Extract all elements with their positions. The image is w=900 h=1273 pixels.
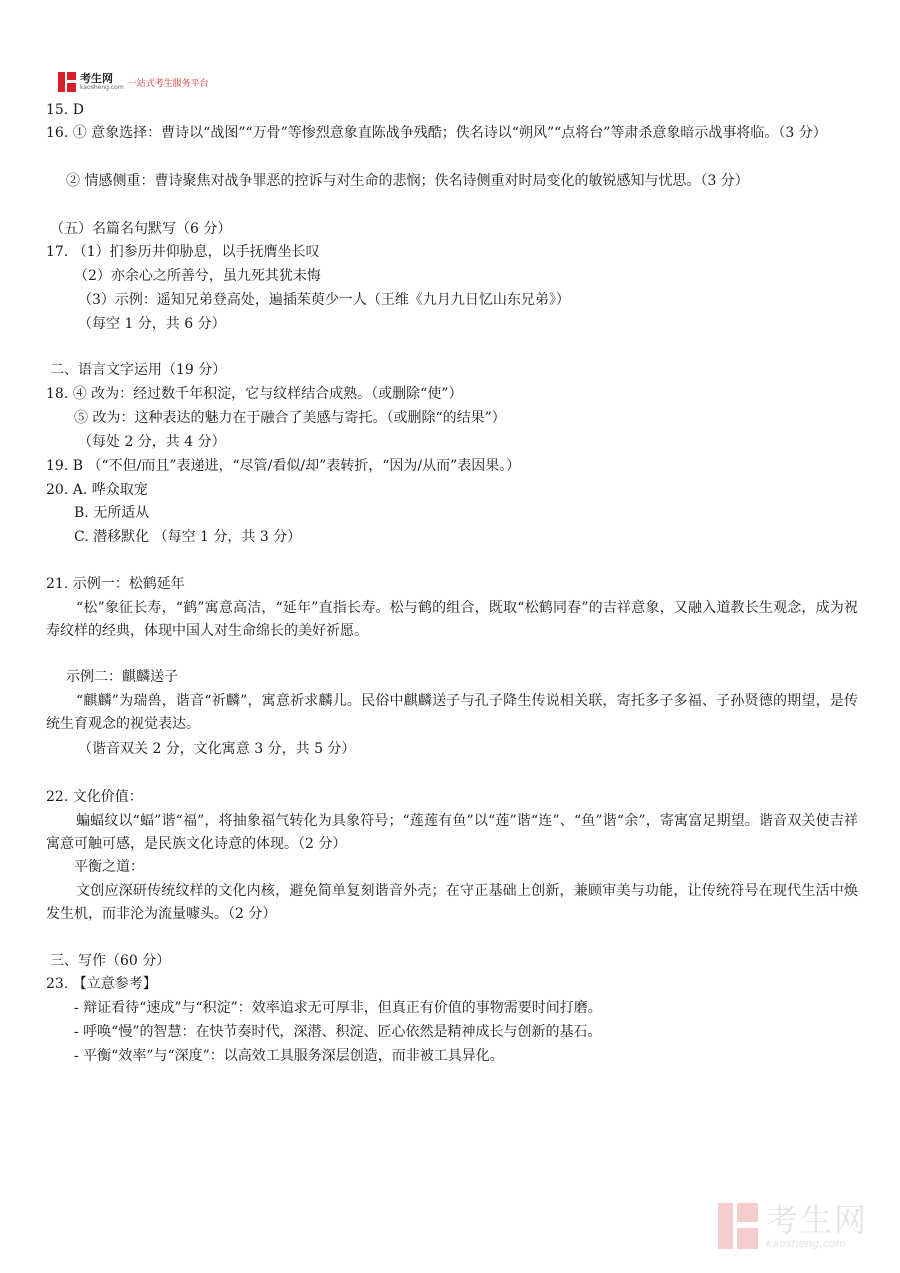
answer-23-heading: 23. 【立意参考】 xyxy=(46,976,157,992)
watermark-name: 考生网 xyxy=(766,1200,869,1239)
answer-20-a: 20. A. 哗众取宠 xyxy=(46,482,148,498)
answer-21-score: （谐音双关 2 分，文化寓意 3 分，共 5 分） xyxy=(78,741,356,757)
answer-18-line2: ⑤ 改为：这种表达的魅力在于融合了美感与寄托。（或删除“的结果”） xyxy=(74,410,506,426)
answer-21-example1: 21. 示例一：松鹤延年 xyxy=(46,576,185,592)
answer-22-para1: 蝙蝠纹以“蝠”谐“福”，将抽象福气转化为具象符号；“莲莲有鱼”以“莲”谐“连”、“鱼”谐“余”，寄寓富足期望。谐音双关使吉祥寓意可触可感，是民族文化诗意的体现。（2 分） xyxy=(46,813,858,852)
answer-17-score: （每空 1 分，共 6 分） xyxy=(78,316,226,332)
answer-17-line2: （2）亦余心之所善兮，虽九死其犹未悔 xyxy=(74,268,321,284)
answer-17-line3: （3）示例：遥知兄弟登高处，遍插茱萸少一人（王维《九月九日忆山东兄弟》） xyxy=(78,292,570,308)
answer-21-para2: “麒麟”为瑞兽，谐音“祈麟”，寓意祈求麟儿。民俗中麒麟送子与孔子降生传说相关联，寄托多子多福、子孙贤德的期望，是传统生育观念的视觉表达。 xyxy=(46,693,858,732)
answer-15: 15. D xyxy=(46,102,84,118)
logo-name: 考生网 xyxy=(80,72,113,85)
answer-22-para2: 文创应深研传统纹样的文化内核，避免简单复刻谐音外壳；在守正基础上创新，兼顾审美与功能，让传统符号在现代生活中焕发生机，而非沦为流量噱头。（2 分） xyxy=(46,883,858,922)
answer-20-c: C. 潜移默化 （每空 1 分，共 3 分） xyxy=(74,529,302,545)
answer-16-part2: ② 情感侧重：曹诗聚焦对战争罪恶的控诉与对生命的悲悯；佚名诗侧重对时局变化的敏锐感知与忧思。（3 分） xyxy=(66,173,749,189)
watermark-logo xyxy=(718,1196,868,1256)
answer-18-line1: 18. ④ 改为：经过数千年积淀，它与纹样结合成熟。（或删除“使”） xyxy=(46,386,463,402)
section-2-heading: 二、语言文字运用（19 分） xyxy=(50,362,227,378)
logo-icon xyxy=(58,72,76,92)
answer-17-line1: 17. （1）扪参历井仰胁息，以手抚膺坐长叹 xyxy=(46,244,320,260)
answer-19: 19. B （“不但/而且”表递进，“尽管/看似/却”表转折，“因为/从而”表因果。） xyxy=(46,458,521,474)
logo-domain: kaosheng.com xyxy=(80,84,124,91)
watermark-domain: kaosheng.com xyxy=(766,1236,847,1250)
section-3-heading: 三、写作（60 分） xyxy=(50,953,171,969)
answer-23-point1: - 辩证看待“速成”与“积淀”：效率追求无可厚非，但真正有价值的事物需要时间打磨。 xyxy=(74,1000,602,1016)
answer-23-point2: - 呼唤“慢”的智慧：在快节奏时代，深潜、积淀、匠心依然是精神成长与创新的基石。 xyxy=(74,1024,602,1040)
site-logo xyxy=(58,71,209,93)
answer-21-example2: 示例二：麒麟送子 xyxy=(66,669,178,685)
answer-20-b: B. 无所适从 xyxy=(74,505,150,521)
watermark-icon xyxy=(718,1203,758,1249)
answer-23-point3: - 平衡“效率”与“深度”：以高效工具服务深层创造，而非被工具异化。 xyxy=(74,1048,504,1064)
answer-16-part1: 16. ① 意象选择：曹诗以“战图”“万骨”等惨烈意象直陈战争残酷；佚名诗以“朔风”“点将台”等肃杀意象暗示战事将临。（3 分） xyxy=(46,125,827,141)
answer-22-heading: 22. 文化价值： xyxy=(46,789,143,805)
logo-slogan: 一站式考生服务平台 xyxy=(127,78,209,89)
answer-18-score: （每处 2 分，共 4 分） xyxy=(78,434,226,450)
answer-21-para1: “松”象征长寿，“鹤”寓意高洁，“延年”直指长寿。松与鹤的组合，既取“松鹤同春”的吉祥意象，又融入道教长生观念，成为祝寿纹样的经典，体现中国人对生命绵长的美好祈愿。 xyxy=(46,600,858,639)
answer-22-subheading: 平衡之道： xyxy=(74,859,144,875)
section-5-heading: （五）名篇名句默写（6 分） xyxy=(50,221,232,237)
